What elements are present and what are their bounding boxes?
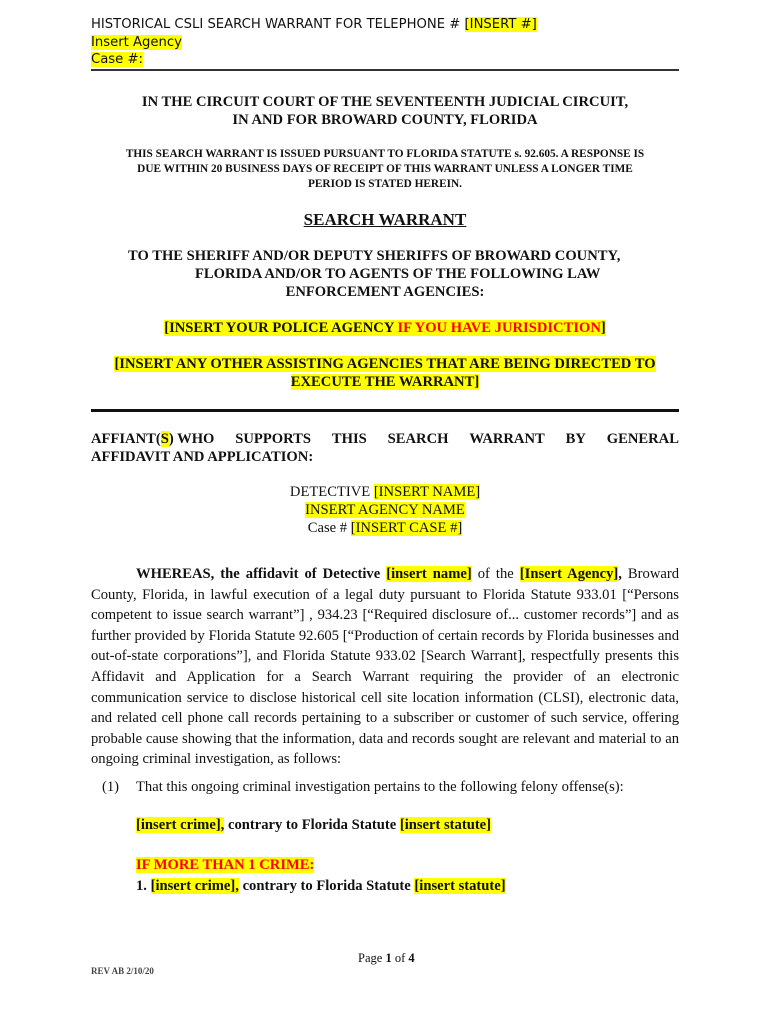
statute-placeholder: [insert statute] <box>414 878 506 894</box>
statute-placeholder: [insert statute] <box>399 817 492 833</box>
page-label: Page <box>358 951 386 965</box>
police-agency-line <box>91 319 679 337</box>
item-text: That this ongoing criminal investigation pertains to the following felony offense(s): <box>136 779 624 795</box>
affiant-word: THIS <box>331 431 367 447</box>
assisting-agencies-line-2: EXECUTE THE WARRANT] <box>290 374 480 390</box>
multiple-crime-number: 1. <box>136 878 151 894</box>
header-agency-placeholder: Insert Agency <box>91 34 182 50</box>
page-of: of <box>391 951 409 965</box>
affiant-word: AFFIANT( <box>91 431 161 447</box>
statute-notice <box>91 147 679 193</box>
document-header <box>91 16 537 69</box>
crime-line <box>136 816 491 834</box>
addressee-line-1: TO THE SHERIFF AND/OR DEPUTY SHERIFFS OF BROWARD COUNTY, <box>128 248 621 264</box>
affiant-word: GENERAL <box>606 431 679 447</box>
crime-connector: contrary to Florida Statute <box>224 817 400 833</box>
page-total: 4 <box>408 951 415 965</box>
addressee-block <box>91 247 679 301</box>
affiant-word: ) WHO <box>168 431 215 447</box>
numbered-item-1 <box>102 778 672 796</box>
header-title-line <box>91 16 537 34</box>
notice-line-3: PERIOD IS STATED HEREIN. <box>307 178 462 191</box>
whereas-text: Broward County, Florida, in lawful execution of a legal duty pursuant to Florida Statute 933.01 [“Persons competent to issue search warrant”] , 934.23 [“Required disclosure of... customer records”] and as further provided by Florida Statute 92.605 [“Production of certain records by Florida businesses and out-of-state corporations”], and Florida Statute 933.02 [Search Warrant], respectfully presents this Affidavit and Application for a Search Warrant requiring the provider of an electronic communication service to disclose historical cell site location information (CLSI), electronic data, and related cell phone call records pertaining to a subscriber or customer of such service, offering probable cause showing that the information, data and records sought are relevant and material to an ongoing criminal investigation, as follows: <box>91 566 680 768</box>
jurisdiction-note: IF YOU HAVE JURISDICTION <box>397 320 601 336</box>
court-line-2: IN AND FOR BROWARD COUNTY, FLORIDA <box>232 112 538 128</box>
telephone-placeholder: [INSERT #] <box>464 17 537 32</box>
affiant-word: BY <box>565 431 586 447</box>
header-case-placeholder: Case #: <box>91 52 143 67</box>
court-heading <box>91 93 679 129</box>
whereas-lead: WHEREAS, the affidavit of Detective <box>136 566 387 582</box>
detective-agency-placeholder: INSERT AGENCY NAME <box>305 502 465 518</box>
affiant-line-2: AFFIDAVIT AND APPLICATION: <box>91 449 314 465</box>
affiant-heading <box>91 430 679 466</box>
page-title: SEARCH WARRANT <box>303 210 467 229</box>
multiple-crime-line-1 <box>136 877 506 895</box>
page-number <box>358 951 415 966</box>
whereas-comma: , <box>618 566 622 582</box>
bracket-close: ] <box>600 320 606 336</box>
assisting-agencies-line <box>91 355 679 391</box>
court-line-1: IN THE CIRCUIT COURT OF THE SEVENTEENTH JUDICIAL CIRCUIT, <box>141 94 629 110</box>
affiant-word: SUPPORTS <box>235 431 311 447</box>
plural-s-highlight: S <box>160 431 169 447</box>
detective-block <box>91 483 679 537</box>
affiant-word: SEARCH <box>387 431 449 447</box>
multiple-crimes-heading <box>136 856 314 874</box>
header-divider <box>91 69 679 71</box>
detective-label: DETECTIVE <box>289 484 374 500</box>
addressee-line-3: ENFORCEMENT AGENCIES: <box>285 284 485 300</box>
crime-placeholder: [insert crime], <box>136 817 225 833</box>
notice-line-1: THIS SEARCH WARRANT IS ISSUED PURSUANT TO FLORIDA STATUTE s. 92.605. A RESPONSE IS <box>125 148 645 160</box>
whereas-paragraph <box>91 564 679 770</box>
police-agency-placeholder: [INSERT YOUR POLICE AGENCY <box>164 320 398 336</box>
whereas-name-placeholder: [insert name] <box>386 566 472 582</box>
header-title: HISTORICAL CSLI SEARCH WARRANT FOR TELEPHONE # <box>91 17 465 32</box>
notice-line-2: DUE WITHIN 20 BUSINESS DAYS OF RECEIPT OF THIS WARRANT UNLESS A LONGER TIME <box>137 163 633 176</box>
section-divider <box>91 409 679 412</box>
multiple-crimes-label: IF MORE THAN 1 CRIME: <box>136 857 315 873</box>
whereas-agency-placeholder: [Insert Agency] <box>519 566 619 582</box>
crime-connector: contrary to Florida Statute <box>238 878 415 894</box>
item-number: (1) <box>102 779 120 795</box>
page-current: 1 <box>385 951 392 965</box>
whereas-connector: of the <box>471 566 520 582</box>
revision-label: REV AB 2/10/20 <box>91 966 154 976</box>
crime-placeholder: [insert crime], <box>150 878 239 894</box>
affiant-word: WARRANT <box>469 431 545 447</box>
addressee-line-2: FLORIDA AND/OR TO AGENTS OF THE FOLLOWING LAW <box>195 266 601 282</box>
detective-name-placeholder: [INSERT NAME] <box>373 484 481 500</box>
case-label: Case # <box>307 520 351 536</box>
assisting-agencies-line-1: [INSERT ANY OTHER ASSISTING AGENCIES THAT ARE BEING DIRECTED TO <box>114 356 656 372</box>
case-number-placeholder: [INSERT CASE #] <box>350 520 463 536</box>
